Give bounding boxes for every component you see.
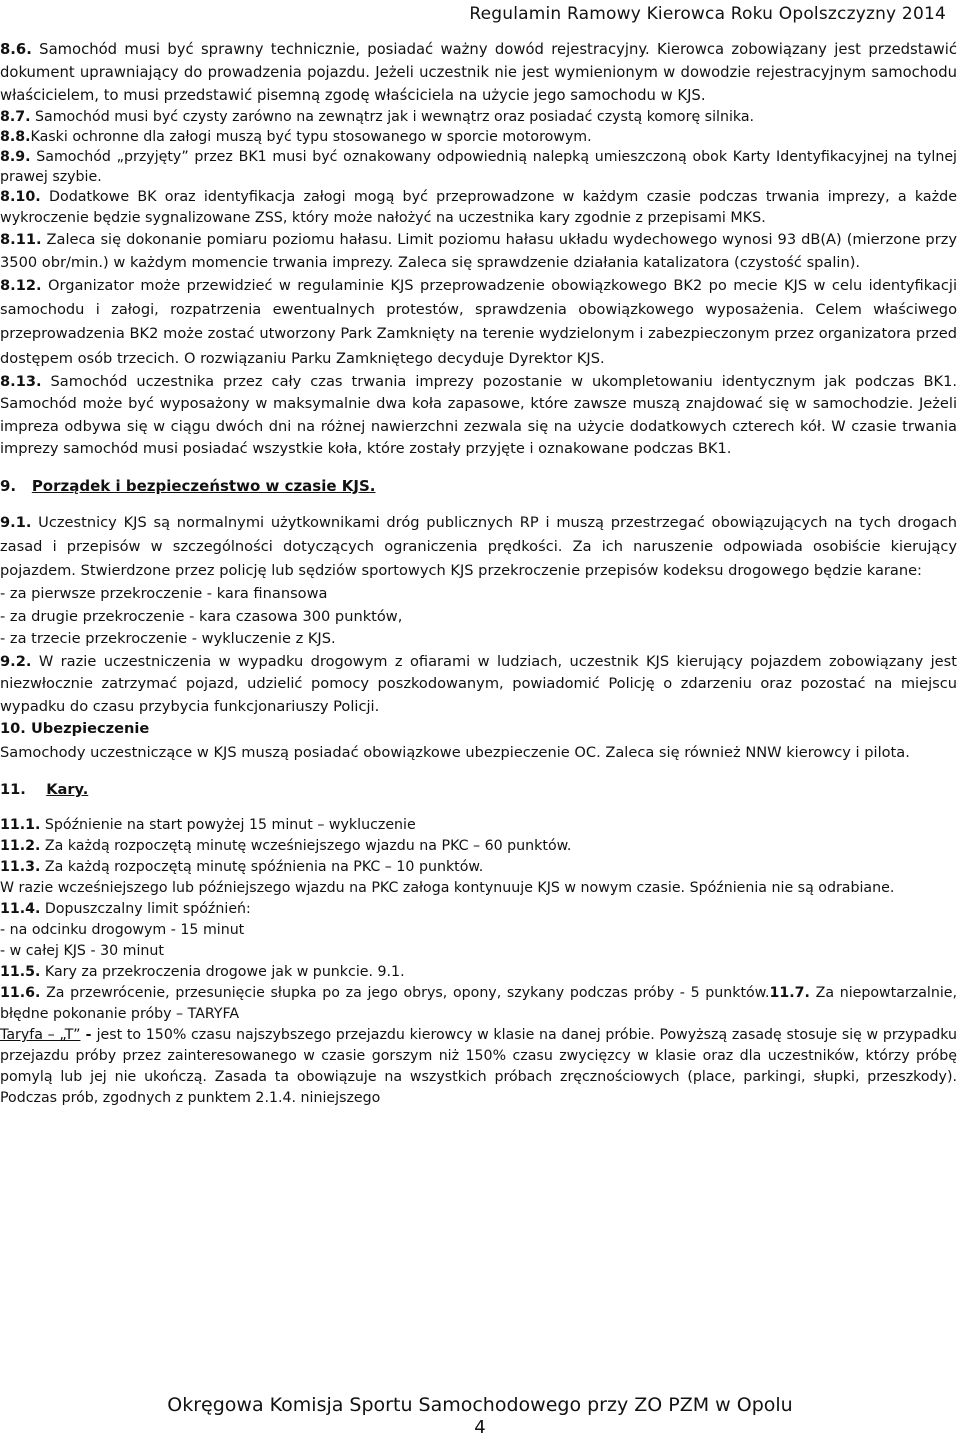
heading-title: Ubezpieczenie xyxy=(25,720,150,738)
section-number: 8.11. xyxy=(0,231,42,248)
section-number: 11.3. xyxy=(0,859,41,876)
heading-number: 11. xyxy=(0,780,26,798)
section-11-3-note: W razie wcześniejszego lub późniejszego wjazdu na PKC załoga kontynuuje KJS w nowym czasie. Spóźnienia nie są odrabiane. xyxy=(0,880,895,897)
section-text: Dodatkowe BK oraz identyfikacja załogi mogą być przeprowadzone w każdym czasie podczas trwania imprezy, a każde wykroczenie będzie sygnalizowane ZSS, który może nałożyć na uczestnika kary zgodnie z przepisami MKS. xyxy=(0,189,957,226)
section-text: Za przewrócenie, przesunięcie słupka po za jego obrys, opony, szykany podczas próby - 5 punktów. xyxy=(40,985,770,1002)
section-number: 11.1. xyxy=(0,817,41,834)
section-number: 8.9. xyxy=(0,149,31,165)
section-text: W razie uczestniczenia w wypadku drogowym z ofiarami w ludziach, uczestnik KJS kierujący pojazdem zobowiązany jest niezwłocznie zatrzymać pojazd, udzielić pomocy poszkodowanym, powiadomić Policję o zdarzeniu oraz pozostać na miejscu wypadku do czasu przybycia funkcjonariuszy Policji. xyxy=(0,652,957,715)
section-number: 11.6. xyxy=(0,985,41,1002)
section-number: 11.5. xyxy=(0,964,41,981)
heading-title: Porządek i bezpieczeństwo w czasie KJS. xyxy=(31,476,376,495)
section-8-13 xyxy=(0,371,957,461)
section-number: 11.7. xyxy=(769,985,810,1002)
section-text: Organizator może przewidzieć w regulaminie KJS przeprowadzenie obowiązkowego BK2 po mecie KJS w celu identyfikacji samochodu i załogi, rozpatrzenia ewentualnych protestów, sprawdzenia obowiązkowego wyposażenia. Celem właściwego przeprowadzenia BK2 może zostać utworzony Park Zamknięty na terenie wydzielonym i zabezpieczonym przez organizatora przed dostępem osób trzecich. O rozwiązaniu Parku Zamkniętego decyduje Dyrektor KJS. xyxy=(0,277,957,367)
section-number: 8.12. xyxy=(0,277,42,294)
limit-item: - na odcinku drogowym - 15 minut xyxy=(0,922,245,939)
document-header xyxy=(0,0,946,32)
section-text: Za niepowtarzalnie, błędne pokonanie próby – TARYFA xyxy=(0,985,957,1023)
section-number: 9.1. xyxy=(0,514,32,532)
section-text: Samochód musi być czysty zarówno na zewnątrz jak i wewnątrz oraz posiadać czystą komorę silnika. xyxy=(30,109,755,125)
section-text: Dopuszczalny limit spóźnień: xyxy=(40,901,251,918)
section-text: Zaleca się dokonanie pomiaru poziomu hałasu. Limit poziomu hałasu układu wydechowego wynosi 93 dB(A) (mierzone przy 3500 obr/min.) w każdym momencie trwania imprezy. Zaleca się sprawdzenie działania katalizatora (czystość spalin). xyxy=(0,231,957,271)
section-number: 9.2. xyxy=(0,652,32,670)
penalty-item: - za pierwsze przekroczenie - kara finansowa xyxy=(0,585,328,603)
heading-title: Kary. xyxy=(46,780,89,798)
document-body xyxy=(0,38,960,1109)
section-8-9 xyxy=(0,147,957,187)
section-11-list xyxy=(0,815,957,1109)
section-8-8 xyxy=(0,127,957,147)
taryfa-definition xyxy=(0,1025,957,1109)
taryfa-dash: - xyxy=(80,1027,97,1044)
section-number: 8.8. xyxy=(0,129,31,145)
section-text: Samochód musi być sprawny technicznie, posiadać ważny dowód rejestracyjny. Kierowca zobowiązany jest przedstawić dokument uprawniający do prowadzenia pojazdu. Jeżeli uczestnik nie jest wymienionym w dowodzie rejestracyjnym samochodu właścicielem, to musi przedstawić pisemną zgodę właściciela na użycie jego samochodu w KJS. xyxy=(0,41,957,104)
page-number-value: 4 xyxy=(474,1417,486,1438)
section-11-4 xyxy=(0,899,957,920)
section-number: 8.10. xyxy=(0,189,41,205)
heading-number: 9. xyxy=(0,476,17,495)
heading-9 xyxy=(0,475,957,498)
section-8-6 xyxy=(0,38,957,107)
taryfa-label: Taryfa – „T” xyxy=(0,1027,81,1044)
penalty-item: - za trzecie przekroczenie - wykluczenie z KJS. xyxy=(0,630,336,648)
section-11-2 xyxy=(0,836,957,857)
section-text: Za każdą rozpoczętą minutę wcześniejszego wjazdu na PKC – 60 punktów. xyxy=(40,838,572,855)
section-number: 8.13. xyxy=(0,372,42,390)
section-text: Spóźnienie na start powyżej 15 minut – wykluczenie xyxy=(40,817,416,834)
section-text: Kaski ochronne dla załogi muszą być typu stosowanego w sporcie motorowym. xyxy=(30,129,592,145)
section-8-10 xyxy=(0,187,957,229)
section-8-12 xyxy=(0,274,957,371)
section-11-1 xyxy=(0,815,957,836)
taryfa-text: jest to 150% czasu najszybszego przejazdu kierowcy w klasie na danej próbie. Powyższą zasadę stosuje się w przypadku przejazdu próby przez zainteresowanego w czasie gorszym niż 150% czasu zwycięzcy w klasie oraz dla uczestników, którzy próbę pomylą lub jej nie ukończą. Zasada ta obowiązuje na wszystkich próbach zręcznościowych (place, parkingi, słupki, przeszkody). Podczas prób, zgodnych z punktem 2.1.4. niniejszego xyxy=(0,1027,957,1107)
page-number xyxy=(0,1418,960,1438)
heading-number: 10. xyxy=(0,720,26,738)
section-11-3 xyxy=(0,857,957,878)
heading-10 xyxy=(0,718,957,741)
footer-organization: Okręgowa Komisja Sportu Samochodowego przy ZO PZM w Opolu xyxy=(167,1394,793,1416)
section-number: 11.4. xyxy=(0,901,41,918)
header-title: Regulamin Ramowy Kierowca Roku Opolszczyzny 2014 xyxy=(469,4,946,24)
section-text: Kary za przekroczenia drogowe jak w punkcie. 9.1. xyxy=(40,964,405,981)
section-text: Samochód uczestnika przez cały czas trwania imprezy pozostanie w ukompletowaniu identycznym jak podczas BK1. Samochód może być wyposażony w maksymalnie dwa koła zapasowe, które zawsze muszą znajdować się w samochodzie. Jeżeli impreza odbywa się w ciągu dwóch dni na różnej nawierzchni zezwala się na użycie dodatkowych czterech kół. W czasie trwania imprezy samochód musi posiadać wszystkie koła, które zostały przyjęte i oznakowane podczas BK1. xyxy=(0,372,957,458)
section-11-6-7 xyxy=(0,983,957,1025)
section-11-5 xyxy=(0,962,957,983)
section-text: Za każdą rozpoczętą minutę spóźnienia na PKC – 10 punktów. xyxy=(40,859,484,876)
section-9-2 xyxy=(0,651,957,719)
section-8-11 xyxy=(0,229,957,274)
penalty-item: - za drugie przekroczenie - kara czasowa 300 punktów, xyxy=(0,607,403,625)
section-number: 8.7. xyxy=(0,109,31,125)
section-9-1 xyxy=(0,511,957,583)
heading-11 xyxy=(0,779,957,802)
section-8-7 xyxy=(0,107,957,127)
document-footer xyxy=(0,1392,960,1418)
section-number: 8.6. xyxy=(0,41,32,58)
section-text: Samochód „przyjęty” przez BK1 musi być oznakowany odpowiednią nalepką umieszczoną obok Karty Identyfikacyjnej na tylnej prawej szybie. xyxy=(0,149,957,185)
section-text: Uczestnicy KJS są normalnymi użytkownikami dróg publicznych RP i muszą przestrzegać obowiązujących na tych drogach zasad i przepisów w szczególności dotyczących ograniczenia prędkości. Za ich naruszenie odpowiada osobiście kierujący pojazdem. Stwierdzone przez policję lub sędziów sportowych KJS przekroczenie przepisów kodeksu drogowego będzie karane: xyxy=(0,514,957,580)
section-number: 11.2. xyxy=(0,838,41,855)
limit-item: - w całej KJS - 30 minut xyxy=(0,943,164,960)
section-10-text: Samochody uczestniczące w KJS muszą posiadać obowiązkowe ubezpieczenie OC. Zaleca się również NNW kierowcy i pilota. xyxy=(0,743,910,761)
